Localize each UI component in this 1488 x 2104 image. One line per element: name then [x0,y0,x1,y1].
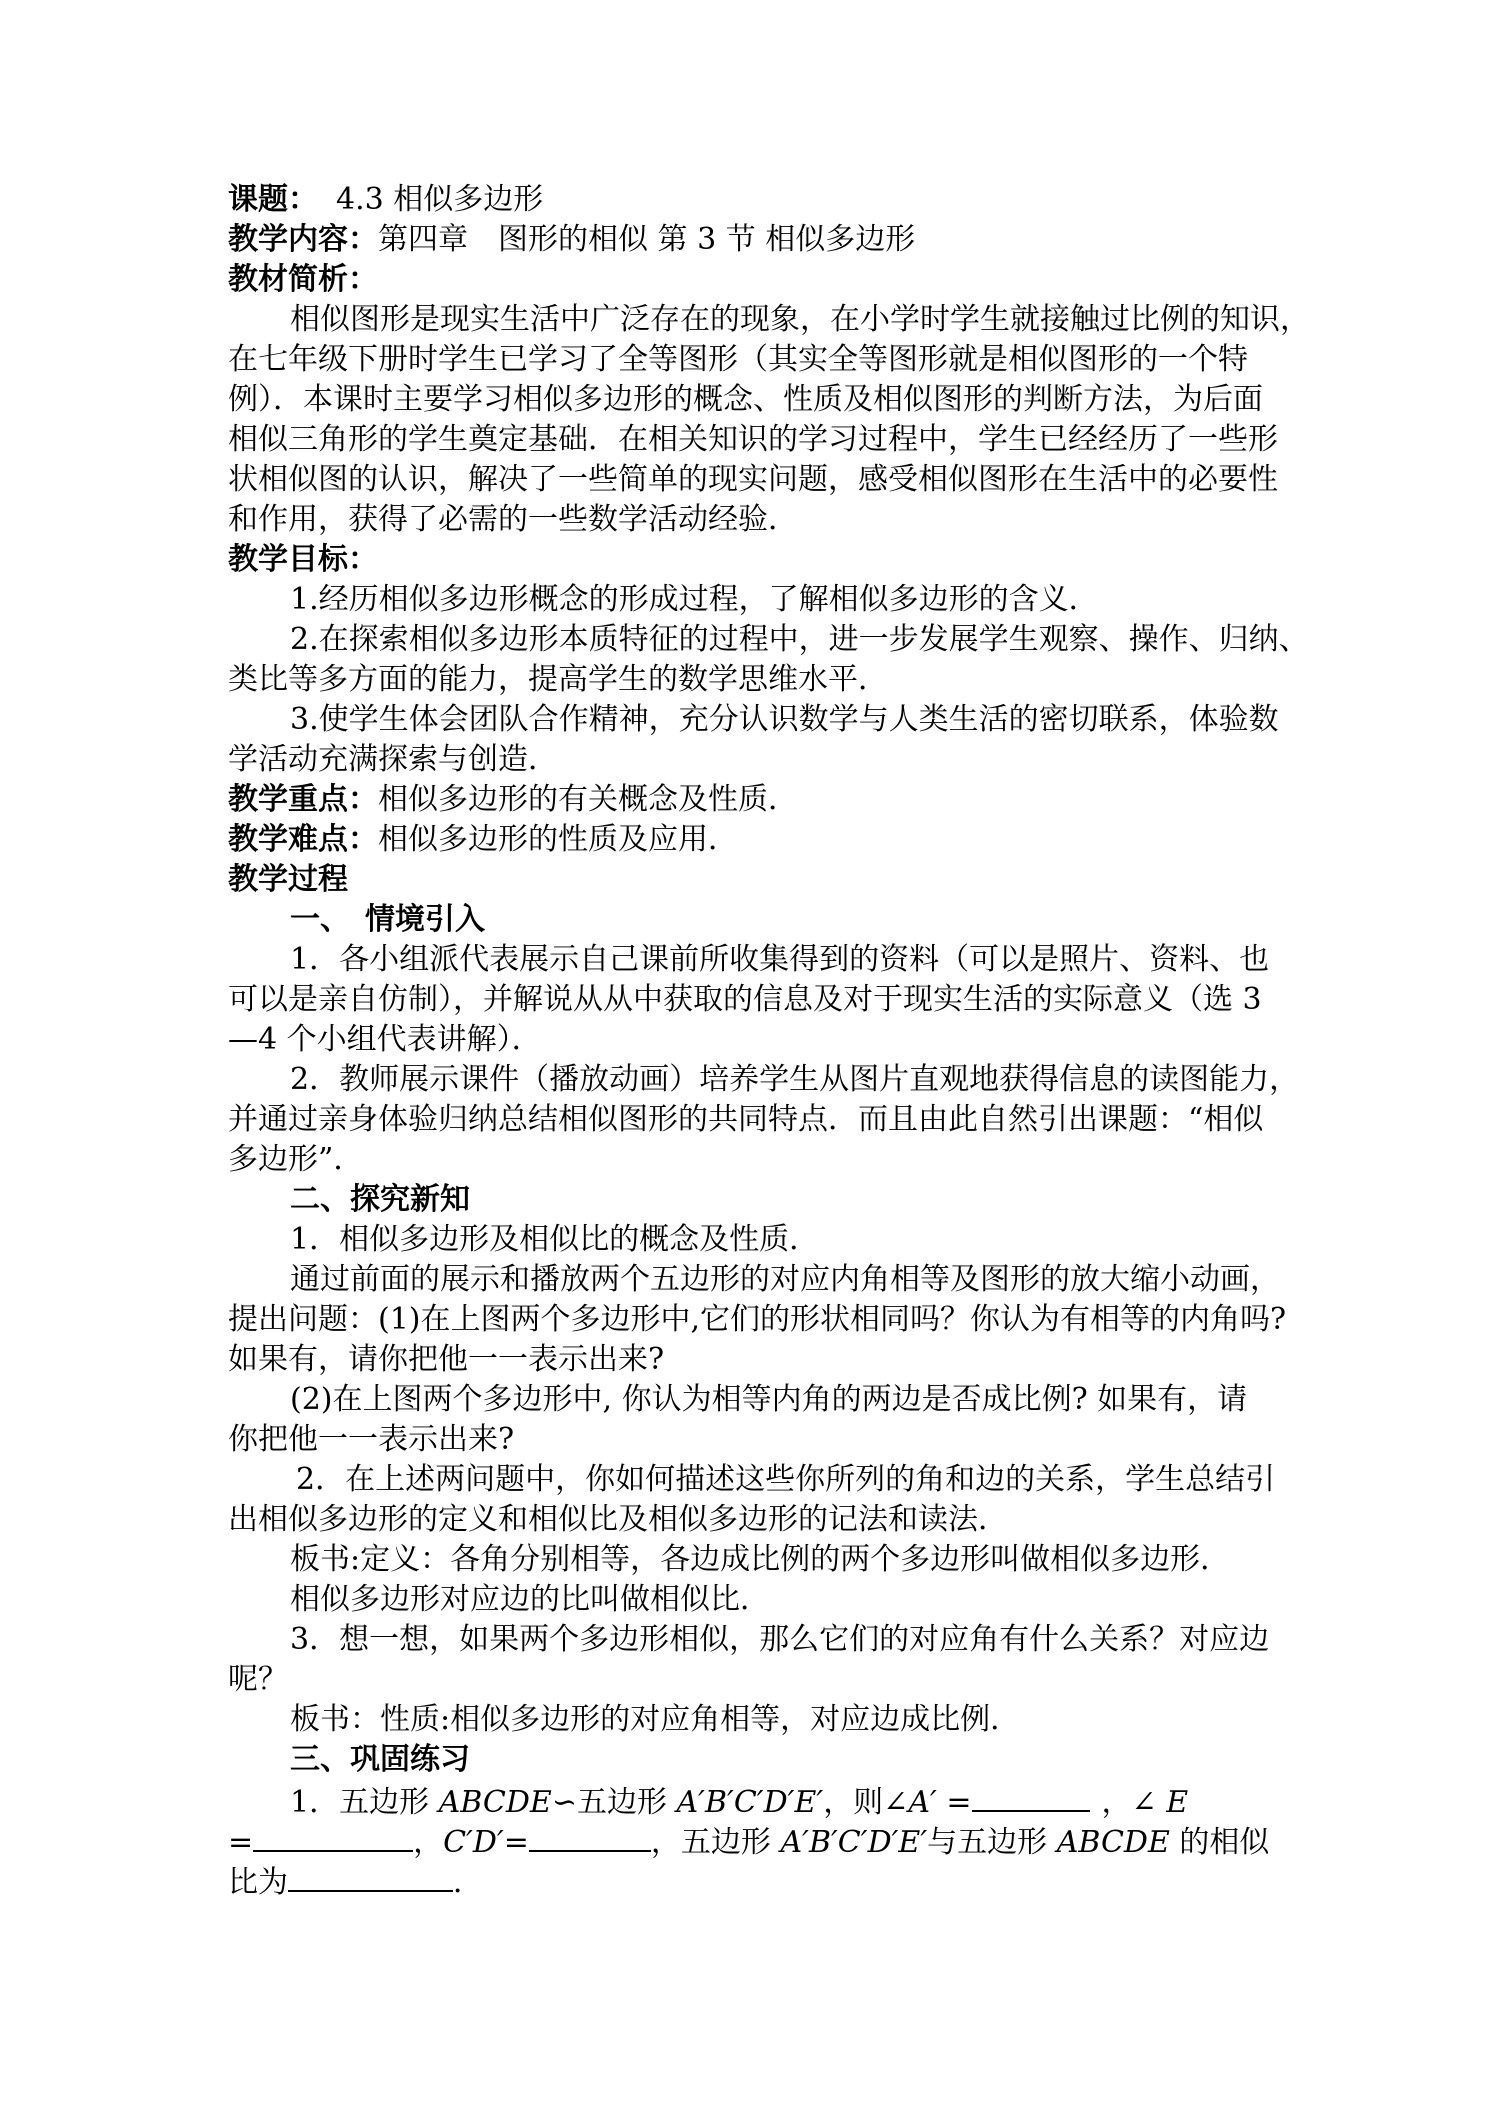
goal-line: 类比等多方面的能力，提高学生的数学思维水平． [228,662,888,697]
key-point-line [228,780,798,820]
analysis-line: 和作用，获得了必需的一些数学活动经验． [228,502,798,537]
goal-line: 学活动充满探索与创造． [228,742,558,777]
goal-line: 2.在探索相似多边形本质特征的过程中，进一步发展学生观察、操作、归纳、 [290,622,1309,657]
exercise-1-line-2 [228,1820,1269,1860]
exercise-text: = [936,1785,972,1820]
exercise-text: ． [453,1865,483,1900]
section2-line: 相似多边形对应边的比叫做相似比． [290,1582,770,1617]
section2-line: 3．想一想，如果两个多边形相似，那么它们的对应角有什么关系？对应边 [290,1622,1270,1657]
answer-blank[interactable] [288,1860,453,1892]
exercise-math: ABCDE [438,1785,552,1820]
section1-line: 并通过亲身体验归纳总结相似图形的共同特点．而且由此自然引出课题：“相似 [228,1102,1264,1137]
section2-line: 提出问题：(1)在上图两个多边形中,它们的形状相同吗？你认为有相等的内角吗? [228,1302,1287,1337]
exercise-text: ，则∠ [823,1785,909,1820]
section2-line: 如果有，请你把他一一表示出来? [228,1342,665,1377]
section1-line: 1．各小组派代表展示自己课前所收集得到的资料（可以是照片、资料、也 [290,942,1270,977]
answer-blank[interactable] [529,1820,651,1852]
exercise-math: A′ [908,1785,937,1820]
section2-line: 出相似多边形的定义和相似比及相似多边形的记法和读法． [228,1502,1008,1537]
difficulty-value: 相似多边形的性质及应用． [378,822,738,857]
exercise-text: 与五边形 [927,1825,1057,1860]
content-label: 教学内容： [228,222,378,257]
exercise-text: 的相似 [1169,1825,1270,1860]
goal-line: 3.使学生体会团队合作精神，充分认识数学与人类生活的密切联系，体验数 [290,702,1279,737]
key-point-value: 相似多边形的有关概念及性质． [378,782,798,817]
section1-line: —4 个小组代表讲解）． [228,1022,542,1057]
answer-blank[interactable] [972,1780,1090,1812]
section2-line: 你把他一一表示出来? [228,1422,515,1457]
process-heading: 教学过程 [228,862,348,897]
exercise-text: ∽五边形 [551,1785,677,1820]
exercise-text: ， [413,1825,444,1860]
exercise-text: = [228,1825,254,1860]
exercise-text: 比为 [228,1865,288,1900]
analysis-heading: 教材简析： [228,262,378,297]
topic-line [228,180,543,220]
analysis-line: 状相似图的认识，解决了一些简单的现实问题，感受相似图形在生活中的必要性 [228,462,1278,497]
exercise-math: E [1166,1785,1189,1820]
exercise-text: ，五边形 [650,1825,781,1860]
section1-line: 2．教师展示课件（播放动画）培养学生从图片直观地获得信息的读图能力， [290,1062,1300,1097]
difficulty-line [228,820,738,860]
section2-line: 1．相似多边形及相似比的概念及性质． [290,1222,820,1257]
section2-line: 板书:定义：各角分别相等，各边成比例的两个多边形叫做相似多边形． [290,1542,1231,1577]
exercise-text: 1．五边形 [290,1785,439,1820]
exercise-math: C′D′ [443,1825,504,1860]
section-title: 三、巩固练习 [290,1742,470,1777]
analysis-line: 在七年级下册时学生已学习了全等图形（其实全等图形就是相似图形的一个特 [228,342,1248,377]
topic-label: 课题： [228,182,318,217]
section2-line: 板书：性质:相似多边形的对应角相等，对应边成比例． [290,1702,1021,1737]
exercise-math: ABCDE [1056,1825,1170,1860]
section1-line: 可以是亲自仿制），并解说从从中获取的信息及对于现实生活的实际意义（选 3 [228,982,1262,1017]
exercise-1-line-3 [228,1860,483,1900]
analysis-line: 相似图形是现实生活中广泛存在的现象，在小学时学生就接触过比例的知识， [290,302,1310,337]
exercise-text: ，∠ [1101,1785,1167,1820]
analysis-line: 例）．本课时主要学习相似多边形的概念、性质及相似图形的判断方法，为后面 [228,382,1263,417]
section-title: 一、 情境引入 [290,902,485,937]
answer-blank[interactable] [253,1820,413,1852]
section2-line: 通过前面的展示和播放两个五边形的对应内角相等及图形的放大缩小动画， [290,1262,1280,1297]
content-line [228,220,915,260]
difficulty-label: 教学难点： [228,822,378,857]
section-title: 二、探究新知 [290,1182,470,1217]
content-value: 第四章 图形的相似 第 3 节 相似多边形 [378,222,916,257]
exercise-1-line-1 [290,1780,1188,1820]
key-point-label: 教学重点： [228,782,378,817]
section2-line: 2．在上述两问题中，你如何描述这些你所列的角和边的关系，学生总结引 [296,1462,1276,1497]
section2-line: 呢？ [228,1662,288,1697]
exercise-math: A′B′C′D′E′ [676,1785,824,1820]
exercise-text: = [503,1825,529,1860]
analysis-line: 相似三角形的学生奠定基础．在相关知识的学习过程中，学生已经经历了一些形 [228,422,1278,457]
topic-value: 4.3 相似多边形 [336,182,544,217]
exercise-math: A′B′C′D′E′ [780,1825,928,1860]
section1-line: 多边形”． [228,1142,364,1177]
goals-heading: 教学目标： [228,542,378,577]
goal-line: 1.经历相似多边形概念的形成过程，了解相似多边形的含义． [290,582,1099,617]
section2-line: (2)在上图两个多边形中, 你认为相等内角的两边是否成比例? 如果有，请 [290,1382,1248,1417]
